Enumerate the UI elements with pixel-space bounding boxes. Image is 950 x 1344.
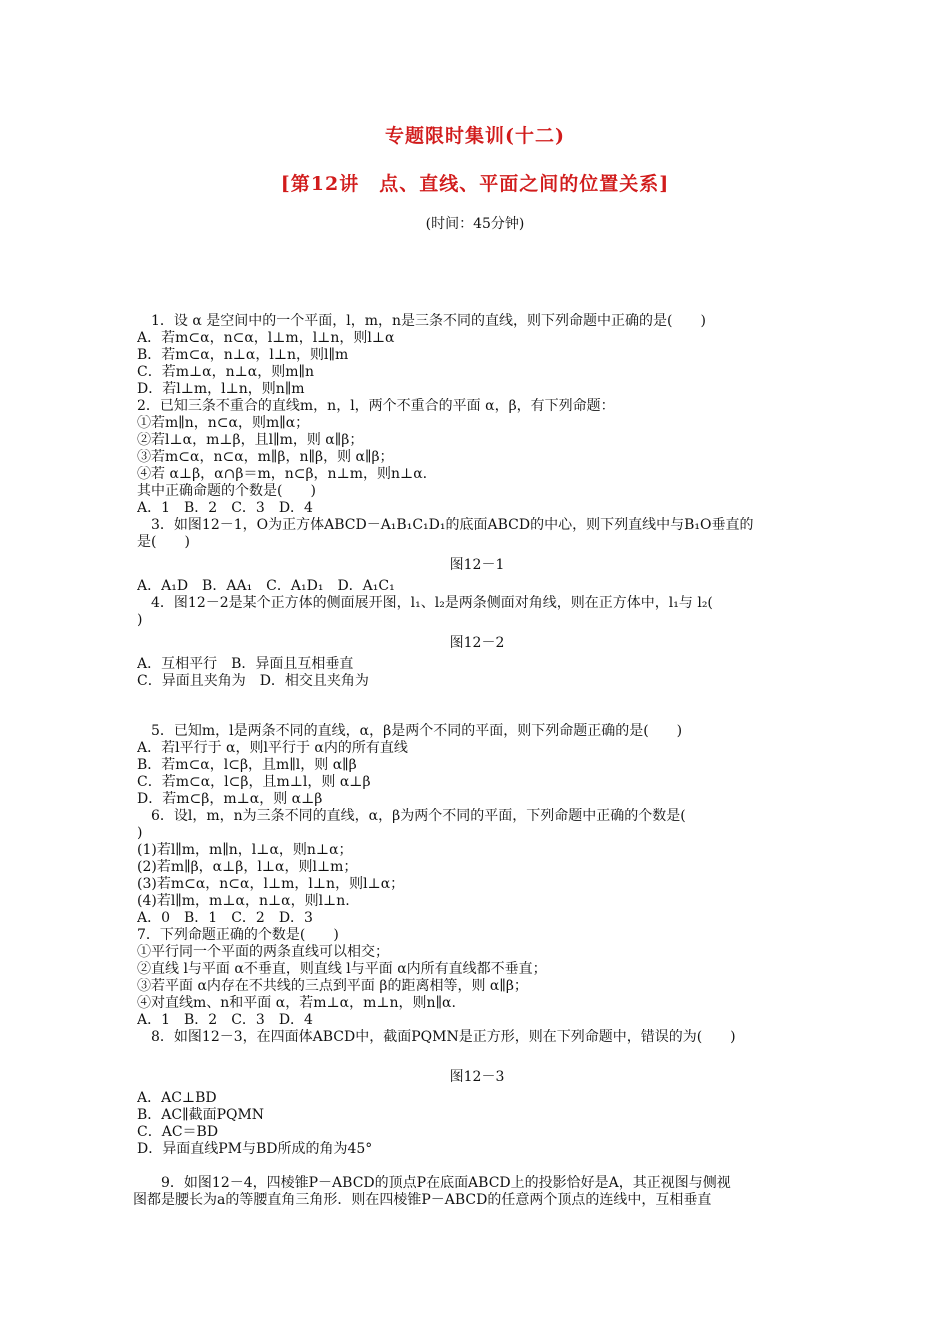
q7-proposition-3: ③若平面 α内存在不共线的三点到平面 β的距离相等，则 α∥β； xyxy=(137,978,528,994)
q8-option-b: B．AC∥截面PQMN xyxy=(137,1107,265,1123)
q8-option-d: D．异面直线PM与BD所成的角为45° xyxy=(137,1141,373,1157)
page-subtitle: [第12讲 点、直线、平面之间的位置关系] xyxy=(280,173,670,195)
q5-option-c: C．若m⊂α，l⊂β，且m⊥l，则 α⊥β xyxy=(137,774,371,790)
q8-stem-pre: 8．如图12－3，在四面体ABCD中，截面PQMN是正方形，则在下列命题中， xyxy=(137,1029,641,1045)
q6-proposition-4: (4)若l∥m，m⊥α，n⊥α，则l⊥n. xyxy=(137,893,350,909)
q4-stem-line-2: ) xyxy=(137,612,143,628)
q1-stem: 1．设 α 是空间中的一个平面，l，m，n是三条不同的直线，则下列命题中正确的是( ) xyxy=(137,313,706,329)
q1-option-a: A．若m⊂α，n⊂α，l⊥m，l⊥n，则l⊥α xyxy=(137,330,395,346)
q6-proposition-2: (2)若m∥β，α⊥β，l⊥α，则l⊥m； xyxy=(137,859,358,875)
q2-options: A．1 B．2 C．3 D．4 xyxy=(137,500,313,516)
q7-proposition-1: ①平行同一个平面的两条直线可以相交； xyxy=(137,944,389,960)
q6-stem-line-2: ) xyxy=(137,825,143,841)
q9-line-1: 9．如图12－4，四棱锥P－ABCD的顶点P在底面ABCD上的投影恰好是A，其正视图与侧视 xyxy=(133,1175,731,1191)
q3-stem-line-1: 3．如图12－1，O为正方体ABCD－A₁B₁C₁D₁的底面ABCD的中心，则下列直线中与B₁O垂直的 xyxy=(137,517,754,533)
q7-proposition-4: ④对直线m、n和平面 α，若m⊥α，m⊥n，则n∥α. xyxy=(137,995,456,1011)
q6-options: A．0 B．1 C．2 D．3 xyxy=(137,910,313,926)
q5-option-b: B．若m⊂α，l⊂β，且m∥l，则 α∥β xyxy=(137,757,357,773)
page-title: 专题限时集训(十二) xyxy=(385,125,565,147)
q8-option-a: A．AC⊥BD xyxy=(137,1090,217,1106)
q8-stem-emphasis: 错误 xyxy=(640,1029,669,1045)
q2-proposition-3: ③若m⊂α，n⊂α，m∥β，n∥β，则 α∥β； xyxy=(137,449,394,465)
q2-stem: 2．已知三条不重合的直线m，n，l，两个不重合的平面 α，β，有下列命题： xyxy=(137,398,615,414)
q7-proposition-2: ②直线 l与平面 α不垂直，则直线 l与平面 α内所有直线都不垂直； xyxy=(137,961,547,977)
q2-proposition-2: ②若l⊥α，m⊥β，且l∥m，则 α∥β； xyxy=(137,432,364,448)
q1-option-b: B．若m⊂α，n⊥α，l⊥n，则l∥m xyxy=(137,347,349,363)
q8-option-c: C．AC＝BD xyxy=(137,1124,219,1140)
q4-options-cd: C．异面且夹角为 D．相交且夹角为 xyxy=(137,673,369,689)
q5-stem: 5．已知m，l是两条不同的直线，α，β是两个不同的平面，则下列命题正确的是( ) xyxy=(137,723,683,739)
q6-proposition-3: (3)若m⊂α，n⊂α，l⊥m，l⊥n，则l⊥α； xyxy=(137,876,405,892)
question-list xyxy=(133,313,817,1209)
q2-question: 其中正确命题的个数是( ) xyxy=(137,483,316,499)
figure-caption-12-1: 图12－1 xyxy=(449,557,505,573)
q8-stem xyxy=(137,1029,817,1046)
q1-option-c: C．若m⊥α，n⊥α，则m∥n xyxy=(137,364,315,380)
q3-stem-line-2: 是( ) xyxy=(137,534,190,550)
q5-option-d: D．若m⊂β，m⊥α，则 α⊥β xyxy=(137,791,323,807)
q8-stem-post: 的为( ) xyxy=(668,1029,736,1045)
q6-proposition-1: (1)若l∥m，m∥n，l⊥α，则n⊥α； xyxy=(137,842,353,858)
q1-option-d: D．若l⊥m，l⊥n，则n∥m xyxy=(137,381,305,397)
q7-options: A．1 B．2 C．3 D．4 xyxy=(137,1012,313,1028)
figure-caption-12-3: 图12－3 xyxy=(449,1069,505,1085)
q6-stem-line-1: 6．设l，m，n为三条不同的直线，α，β为两个不同的平面，下列命题中正确的个数是( xyxy=(137,808,686,824)
q7-stem: 7．下列命题正确的个数是( ) xyxy=(137,927,339,943)
q2-proposition-4: ④若 α⊥β，α∩β＝m，n⊂β，n⊥m，则n⊥α. xyxy=(137,466,428,482)
q4-stem-line-1: 4．图12－2是某个正方体的侧面展开图，l₁、l₂是两条侧面对角线，则在正方体中，l₁与 l₂( xyxy=(137,595,713,611)
q4-options-ab: A．互相平行 B．异面且互相垂直 xyxy=(137,656,354,672)
q2-proposition-1: ①若m∥n，n⊂α，则m∥α； xyxy=(137,415,310,431)
figure-caption-12-2: 图12－2 xyxy=(449,635,505,651)
time-limit: (时间：45分钟) xyxy=(425,216,525,232)
q5-option-a: A．若l平行于 α，则l平行于 α内的所有直线 xyxy=(137,740,408,756)
q9-line-2: 图都是腰长为a的等腰直角三角形．则在四棱锥P－ABCD的任意两个顶点的连线中，互相垂直 xyxy=(133,1192,712,1208)
q3-options: A．A₁D B．AA₁ C．A₁D₁ D．A₁C₁ xyxy=(137,578,395,594)
